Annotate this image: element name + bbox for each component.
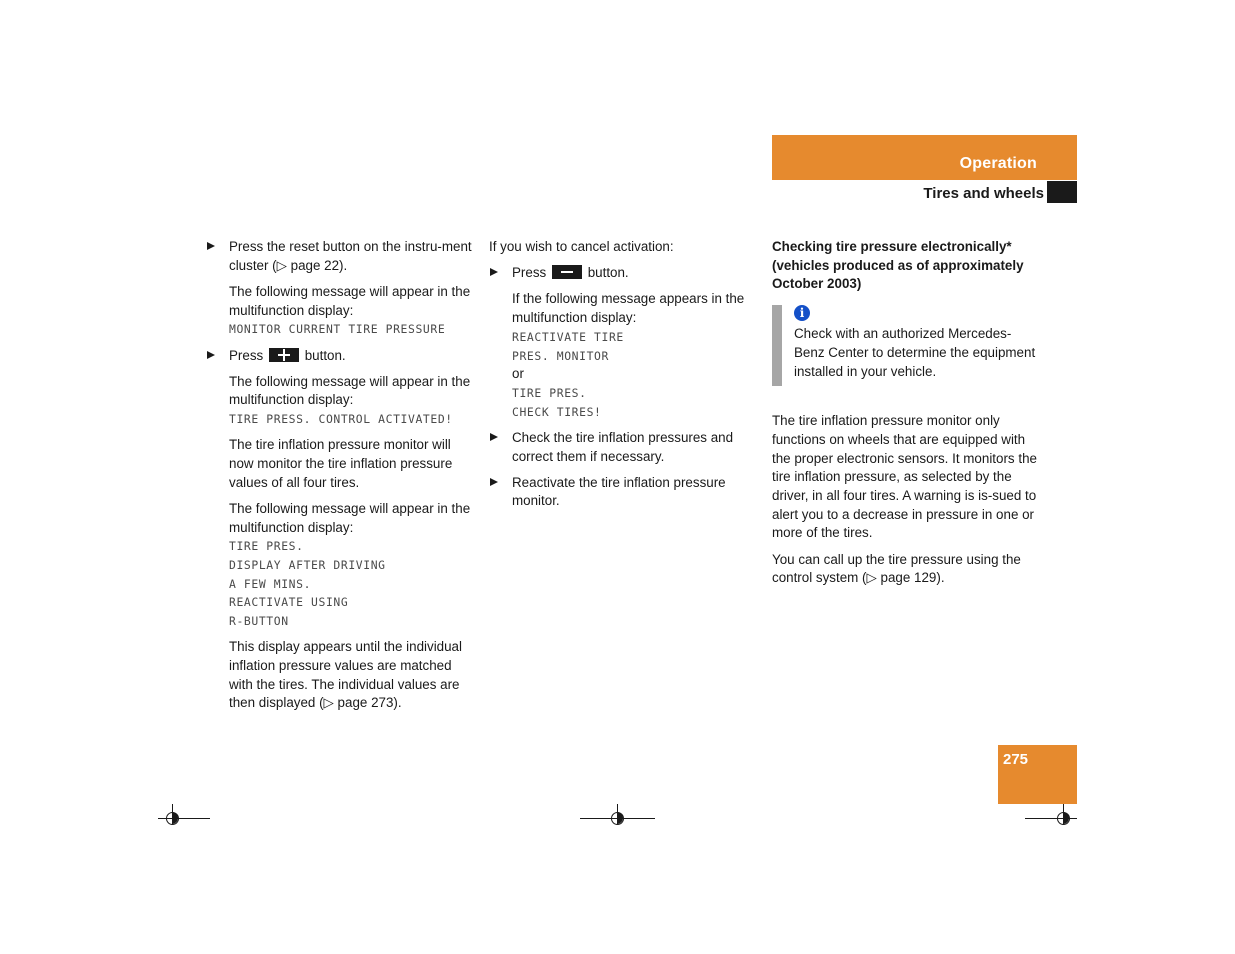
info-icon: i xyxy=(794,305,810,321)
column-3 xyxy=(772,238,1040,595)
triangle-bullet-icon xyxy=(490,433,498,441)
display-message-line: TIRE PRES. xyxy=(512,385,587,400)
instruction-step xyxy=(206,238,474,275)
section-heading: Checking tire pressure electronically* (vehicles produced as of approximately October 2003) xyxy=(772,239,1024,292)
paragraph: If you wish to cancel activation: xyxy=(489,239,674,254)
page-number: 275 xyxy=(1003,751,1029,768)
paragraph-text: The following message will appear in the multifunction display: xyxy=(229,283,471,318)
instruction-step xyxy=(489,264,757,283)
subsection-title: Tires and wheels xyxy=(923,185,1044,202)
display-message: TIRE PRESS. CONTROL ACTIVATED! xyxy=(229,412,453,427)
triangle-bullet-icon xyxy=(207,351,215,359)
display-message-line: TIRE PRES. xyxy=(229,539,304,554)
step-text-post: button. xyxy=(304,347,346,363)
step-text-post: button. xyxy=(587,265,629,281)
plus-button-icon xyxy=(269,348,299,362)
paragraph: You can call up the tire pressure using the control system (▷ page 129). xyxy=(772,551,1021,586)
display-message-line: CHECK TIRES! xyxy=(512,404,602,419)
column-1 xyxy=(206,238,474,721)
section-header-band xyxy=(772,135,1077,180)
paragraph: The tire inflation pressure monitor will now monitor the tire inflation pressure values of all four tires. xyxy=(229,437,453,490)
paragraph-text: The following message will appear in the multifunction display: xyxy=(229,500,471,535)
instruction-step xyxy=(489,429,757,466)
column-2 xyxy=(489,238,757,519)
minus-button-icon xyxy=(552,265,582,279)
step-text-pre: Press xyxy=(229,347,264,363)
display-message-line: PRES. MONITOR xyxy=(512,348,609,363)
step-text: Reactivate the tire inflation pressure monitor. xyxy=(512,474,726,509)
registration-mark-icon xyxy=(1025,804,1077,824)
paragraph-text: The following message will appear in the multifunction display: xyxy=(229,373,471,408)
display-message-line: REACTIVATE USING xyxy=(229,595,349,610)
triangle-bullet-icon xyxy=(490,268,498,276)
instruction-step xyxy=(206,347,474,366)
paragraph: This display appears until the individual inflation pressure values are matched with the tires. The individual values are then displayed (▷ page 273). xyxy=(229,639,462,711)
subsection-marker xyxy=(1047,181,1077,203)
paragraph: The tire inflation pressure monitor only functions on wheels that are equipped with the proper electronic sensors. It monitors the tire inflation pressure, as selected by the driver, in all four tires. A warning is is-sued to alert you to a decrease in pressure in one or more of the tires. xyxy=(772,413,1037,541)
step-text-pre: Press xyxy=(512,265,547,281)
paragraph-text: If the following message appears in the multifunction display: xyxy=(512,291,745,326)
paragraph xyxy=(229,500,474,631)
triangle-bullet-icon xyxy=(490,478,498,486)
display-message-line: REACTIVATE TIRE xyxy=(512,329,624,344)
display-message-line: A FEW MINS. xyxy=(229,576,312,591)
info-note xyxy=(772,305,1040,386)
paragraph xyxy=(512,290,757,421)
paragraph xyxy=(229,373,474,429)
registration-mark-icon xyxy=(158,804,210,824)
triangle-bullet-icon xyxy=(207,242,215,250)
instruction-step xyxy=(489,474,757,511)
display-message-line: R-BUTTON xyxy=(229,614,289,629)
registration-mark-icon xyxy=(580,804,655,824)
info-text: Check with an authorized Mercedes-Benz Center to determine the equipment installed in your vehicle. xyxy=(794,326,1036,379)
step-text: Press the reset button on the instru-ment cluster (▷ page 22). xyxy=(229,239,472,273)
paragraph xyxy=(229,283,474,339)
section-title: Operation xyxy=(959,155,1037,172)
step-text: Check the tire inflation pressures and correct them if necessary. xyxy=(512,429,734,464)
or-text: or xyxy=(512,366,524,382)
display-message: MONITOR CURRENT TIRE PRESSURE xyxy=(229,322,446,337)
display-message-line: DISPLAY AFTER DRIVING xyxy=(229,558,386,573)
page-number-band xyxy=(998,745,1077,804)
info-bar xyxy=(772,305,782,386)
